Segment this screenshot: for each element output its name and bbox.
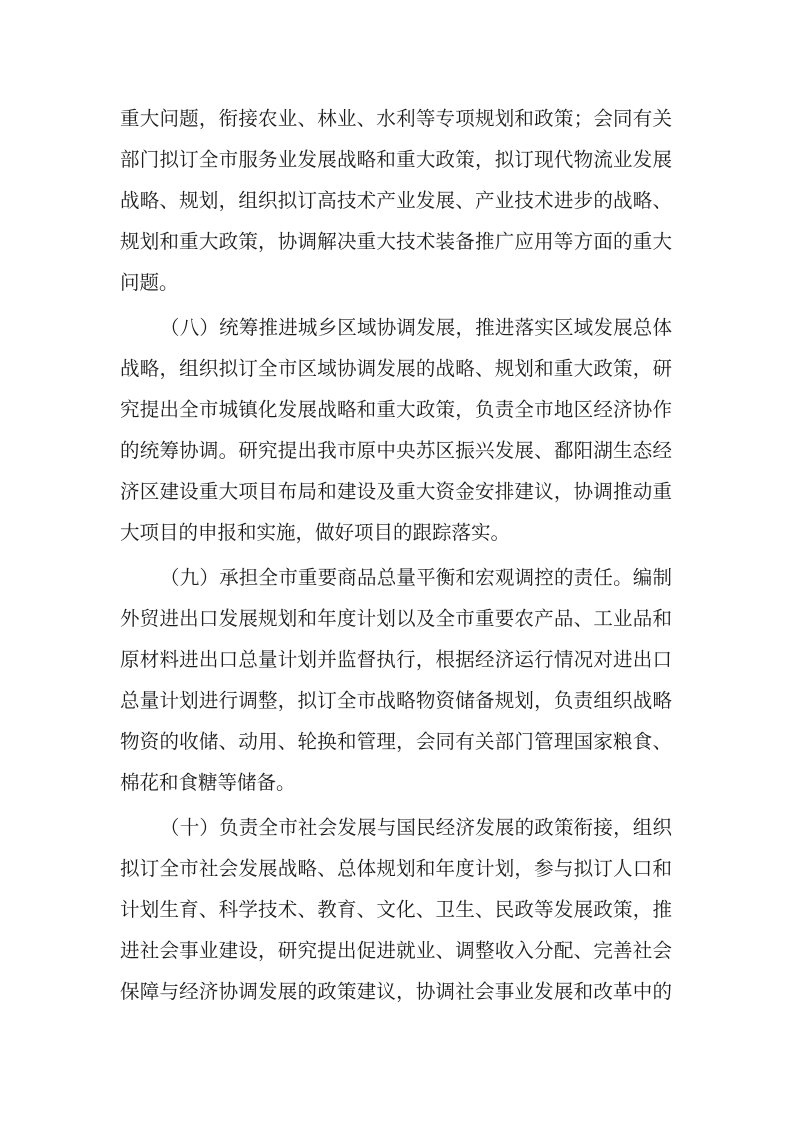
text-line: （九）承担全市重要商品总量平衡和宏观调控的责任。编制 [160, 566, 672, 589]
text-line: 战略，组织拟订全市区域协调发展的战略、规划和重大政策，研 [120, 357, 672, 380]
text-line: （八）统筹推进城乡区域协调发展，推进落实区域发展总体 [160, 316, 672, 339]
text-line: 拟订全市社会发展战略、总体规划和年度计划，参与拟订人口和 [120, 857, 672, 880]
text-line: 进社会事业建设，研究提出促进就业、调整收入分配、完善社会 [120, 939, 672, 962]
text-line: 计划生育、科学技术、教育、文化、卫生、民政等发展政策，推 [120, 898, 672, 921]
paragraph-continuation [120, 98, 672, 303]
text-line: 战略、规划，组织拟订高技术产业发展、产业技术进步的战略、 [120, 189, 672, 212]
text-line: 的统筹协调。研究提出我市原中央苏区振兴发展、鄱阳湖生态经 [120, 439, 672, 462]
paragraph-item-8 [120, 307, 672, 553]
text-line: 重大问题，衔接农业、林业、水利等专项规划和政策；会同有关 [120, 107, 672, 130]
text-line: 保障与经济协调发展的政策建议，协调社会事业发展和改革中的 [120, 980, 672, 1003]
text-line: （十）负责全市社会发展与国民经济发展的政策衔接，组织 [160, 816, 672, 839]
paragraph-item-10 [120, 807, 672, 1012]
paragraph-item-9 [120, 557, 672, 803]
text-line: 究提出全市城镇化发展战略和重大政策，负责全市地区经济协作 [120, 398, 672, 421]
text-line: 大项目的申报和实施，做好项目的跟踪落实。 [120, 521, 511, 544]
text-line: 物资的收储、动用、轮换和管理，会同有关部门管理国家粮食、 [120, 730, 672, 753]
text-line: 棉花和食糖等储备。 [120, 771, 296, 794]
text-line: 规划和重大政策，协调解决重大技术装备推广应用等方面的重大 [120, 230, 672, 253]
text-line: 济区建设重大项目布局和建设及重大资金安排建议，协调推动重 [120, 480, 672, 503]
text-line: 外贸进出口发展规划和年度计划以及全市重要农产品、工业品和 [120, 607, 672, 630]
text-line: 问题。 [120, 271, 179, 294]
document-body [120, 98, 672, 1012]
text-line: 原材料进出口总量计划并监督执行，根据经济运行情况对进出口 [120, 648, 672, 671]
text-line: 部门拟订全市服务业发展战略和重大政策，拟订现代物流业发展 [120, 148, 672, 171]
text-line: 总量计划进行调整，拟订全市战略物资储备规划，负责组织战略 [120, 689, 672, 712]
